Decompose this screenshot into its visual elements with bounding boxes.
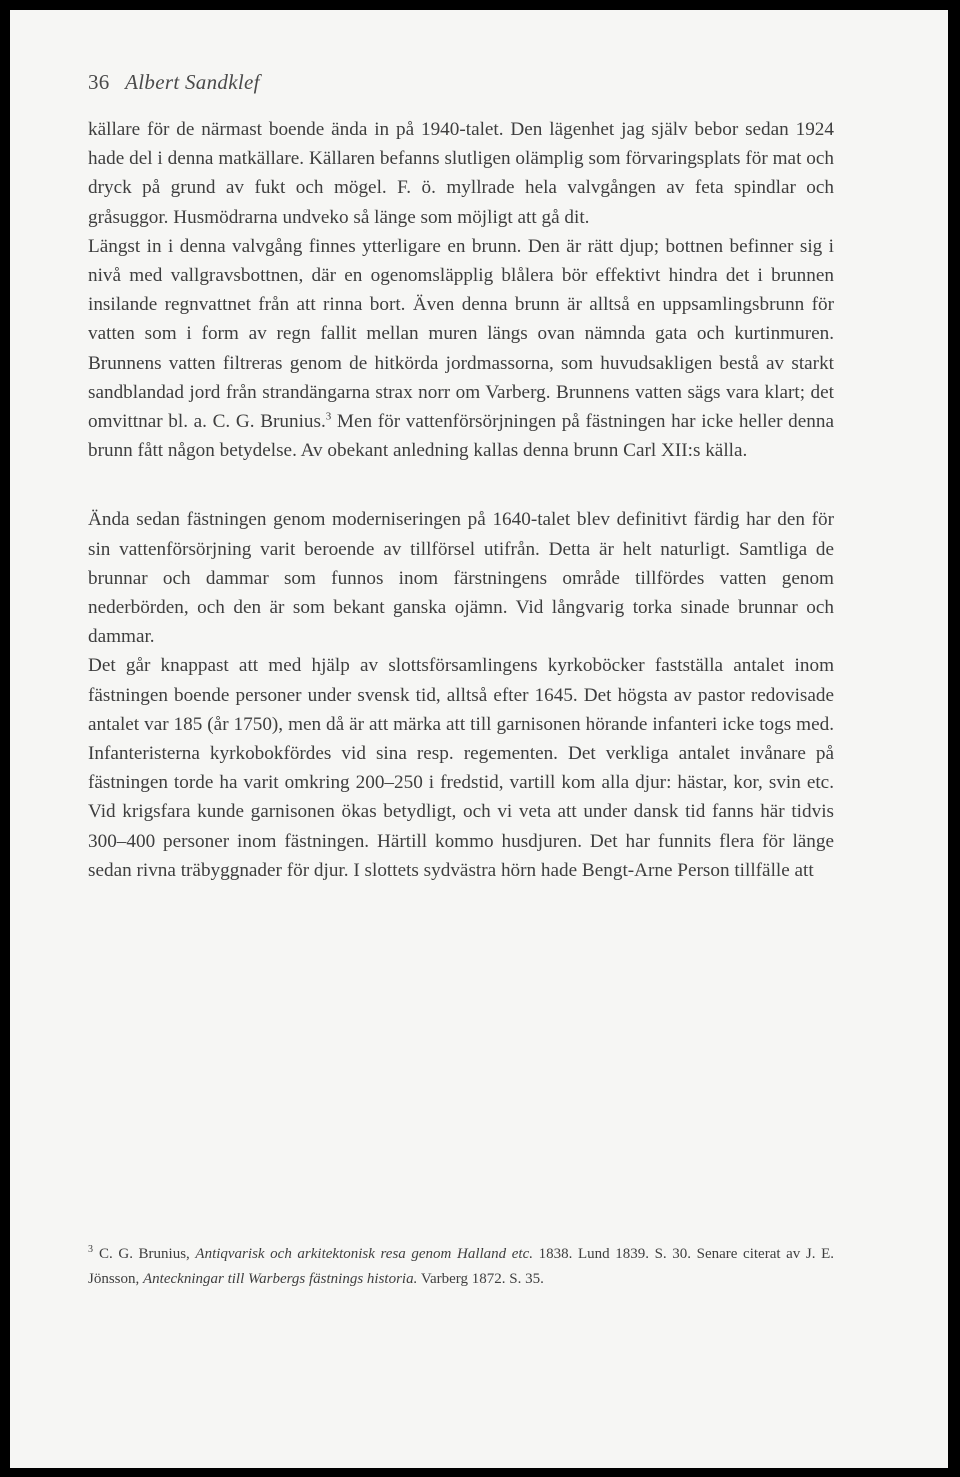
footnote-title-1: Antiqvarisk och arkitektonisk resa genom Halland etc. <box>195 1246 533 1262</box>
running-head-author: Albert Sandklef <box>125 70 260 94</box>
running-head <box>88 70 260 95</box>
paragraph-2-text-b: Men för vattenförsörjningen på fästningen har icke heller denna brunn fått någon betydelse. Av obekant anledning kallas denna brunn Carl XII:s källa. <box>88 411 834 462</box>
footnote-text-b: 1838. Lund 1839. S. 30. Senare citerat av J. E. Jönsson, <box>88 1246 834 1287</box>
paragraph-4: Det går knappast att med hjälp av slottsförsamlingens kyrkoböcker fastställa antalet inom fästningen boende personer under svensk tid, alltså efter 1645. Det högsta av pastor redovisade antalet var 185 (år 1750), men då är att märka att till garnisonen hörande infanteri icke togs med. Infanteristerna kyrkobokfördes vid sina resp. regementen. Det verkliga antalet invånare på fästningen torde ha varit omkring 200–250 i fredstid, vartill kom alla djur: hästar, kor, svin etc. Vid krigsfara kunde garnisonen ökas betydligt, och vi veta att under dansk tid fanns här tidvis 300–400 personer inom fästningen. Härtill kommo husdjuren. Det har funnits flera för länge sedan rivna träbyggnader för djur. I slottets sydvästra hörn hade Bengt-Arne Person tillfälle att <box>88 655 834 881</box>
footnote-mark: 3 <box>88 1244 93 1255</box>
body-text <box>88 115 834 885</box>
page-number: 36 <box>88 70 110 94</box>
footnote-title-2: Anteckningar till Warbergs fästnings historia. <box>143 1271 418 1287</box>
footnote-text-a: C. G. Brunius, <box>99 1246 196 1262</box>
paragraph-2-text-a: Längst in i denna valvgång finnes ytterligare en brunn. Den är rätt djup; bottnen befinner sig i nivå med vallgravsbottnen, där en ogenomsläpplig blålera bör effektivt hindra det i brunnen insilande regnvattnet från att rinna bort. Även denna brunn är alltså en uppsamlingsbrunn för vatten som i form av regn fallit mellan muren längs ovan nämnda gata och kurtinmuren. Brunnens vatten filtreras genom de hitkörda jordmassorna, som huvudsakligen bestå av starkt sandblandad jord från strandängarna strax norr om Varberg. Brunnens vatten sägs vara klart; det omvittnar bl. a. C. G. Brunius. <box>88 235 834 433</box>
paragraph-2 <box>88 232 834 466</box>
footnote-text-c: Varberg 1872. S. 35. <box>417 1271 544 1287</box>
paragraph-1: källare för de närmast boende ända in på 1940-talet. Den lägenhet jag själv bebor sedan 1924 hade del i denna matkällare. Källaren befanns slutligen olämplig som förvaringsplats för mat och dryck på grund av fukt och mögel. F. ö. myllrade hela valvgången av feta spindlar och gråsuggor. Husmödrarna undveko så länge som möjligt att gå dit. <box>88 119 834 228</box>
footnote-reference: 3 <box>325 410 332 423</box>
footnote <box>88 1242 834 1292</box>
book-page <box>10 10 948 1468</box>
paragraph-3: Ända sedan fästningen genom moderniseringen på 1640-talet blev definitivt färdig har den för sin vattenförsörjning varit beroende av tillförsel utifrån. Detta är helt naturligt. Samtliga de brunnar och dammar som funnos inom färstningens område tillfördes vatten genom nederbörden, och den är som bekant ganska ojämn. Vid långvarig torka sinade brunnar och dammar. <box>88 509 834 648</box>
